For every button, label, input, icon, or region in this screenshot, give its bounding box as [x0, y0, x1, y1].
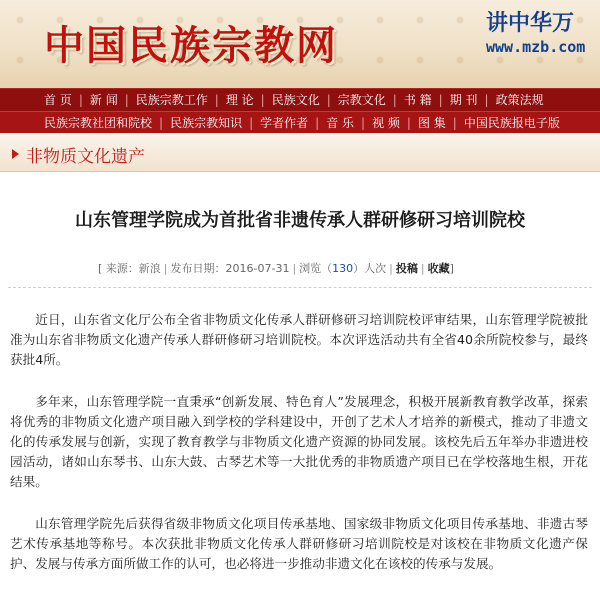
source-value: 新浪 — [138, 262, 161, 275]
site-logo[interactable]: 中国民族宗教网 — [44, 22, 338, 69]
submit-link[interactable]: 投稿 — [395, 262, 418, 275]
section-title[interactable]: 非物质文化遗产 — [26, 147, 145, 167]
nav-item-scholars[interactable]: | 学者作者 — [249, 112, 315, 134]
nav-item-video[interactable]: | 视 频 — [361, 112, 407, 134]
meta-separator: | — [420, 262, 425, 275]
nav-item-ethnic-religious-work[interactable]: | 民族宗教工作 — [125, 89, 215, 111]
nav-item-knowledge[interactable]: | 民族宗教知识 — [159, 112, 249, 134]
nav-item-gallery[interactable]: | 图 集 — [407, 112, 453, 134]
views-label: 浏览（ — [299, 262, 333, 275]
nav-item-ethnic-culture[interactable]: | 民族文化 — [261, 89, 327, 111]
nav-item-news[interactable]: | 新 闻 — [79, 89, 125, 111]
site-header — [0, 0, 600, 88]
nav-item-policies[interactable]: | 政策法规 — [485, 89, 551, 111]
favorite-link[interactable]: 收藏 — [427, 262, 450, 275]
article-paragraph: 近日，山东省文化厅公布全省非物质文化传承人群研修研习培训院校评审结果，山东管理学院被批准为山东省非物质文化遗产传承人群研修研习培训院校。本次评选活动共有全省40余所院校参与，最终获批4所。 — [10, 312, 588, 367]
triangle-marker-icon — [12, 149, 19, 159]
meta-close-bracket: ] — [449, 262, 454, 275]
views-suffix: ）人次 — [353, 262, 387, 275]
source-label: [ 来源： — [98, 262, 139, 275]
site-url[interactable]: www.mzb.com — [486, 38, 586, 56]
nav-item-epaper[interactable]: | 中国民族报电子版 — [453, 112, 567, 134]
meta-separator: | — [163, 262, 168, 275]
article-paragraph: 多年来，山东管理学院一直秉承“创新发展、特色育人”发展理念，积极开展新教育教学改革，探索将优秀的非物质文化遗产项目融入到学校的学科建设中，开创了艺术人才培养的新模式，推动了非遗文化的传承发展与创新，实现了教育教学与非物质文化遗产资源的协同发展。该校先后五年举办非遗进校园活动，诸如山东琴书、山东大鼓、古琴艺术等一大批优秀的非物质遗产项目已在学校落地生根，开花结果。 — [10, 394, 588, 489]
nav-item-religious-culture[interactable]: | 宗教文化 — [327, 89, 393, 111]
section-header — [0, 133, 600, 172]
nav-item-books[interactable]: | 书 籍 — [393, 89, 439, 111]
nav-item-home[interactable]: 首 页 — [44, 93, 72, 107]
article-paragraph: 山东管理学院先后获得省级非物质文化项目传承基地、国家级非物质文化项目传承基地、非遗古琴艺术传承基地等称号。本次获批非物质文化传承人群研修研习培训院校是对该校在非物质文化遗产保护、发展与传承方面所做工作的认可，也必将进一步推动非遗文化在该校的传承与发展。 — [10, 516, 588, 571]
article-title: 山东管理学院成为首批省非遗传承人群研修研习培训院校 — [75, 210, 525, 231]
secondary-nav — [0, 111, 600, 134]
header-slogan: 讲中华万 — [486, 10, 575, 36]
primary-nav — [0, 88, 600, 111]
article-meta — [98, 260, 454, 276]
views-count: 130 — [332, 262, 354, 275]
meta-separator: | — [389, 262, 393, 275]
meta-divider — [8, 287, 592, 288]
nav-item-music[interactable]: | 音 乐 — [315, 112, 361, 134]
article-body — [10, 310, 588, 596]
nav-item-journals[interactable]: | 期 刊 — [439, 89, 485, 111]
date-value: 2016-07-31 — [225, 262, 290, 275]
nav-item-societies-colleges[interactable]: 民族宗教社团和院校 — [44, 116, 153, 130]
nav-item-theory[interactable]: | 理 论 — [215, 89, 261, 111]
date-label: 发布日期： — [170, 262, 226, 275]
meta-separator: | — [292, 262, 297, 275]
